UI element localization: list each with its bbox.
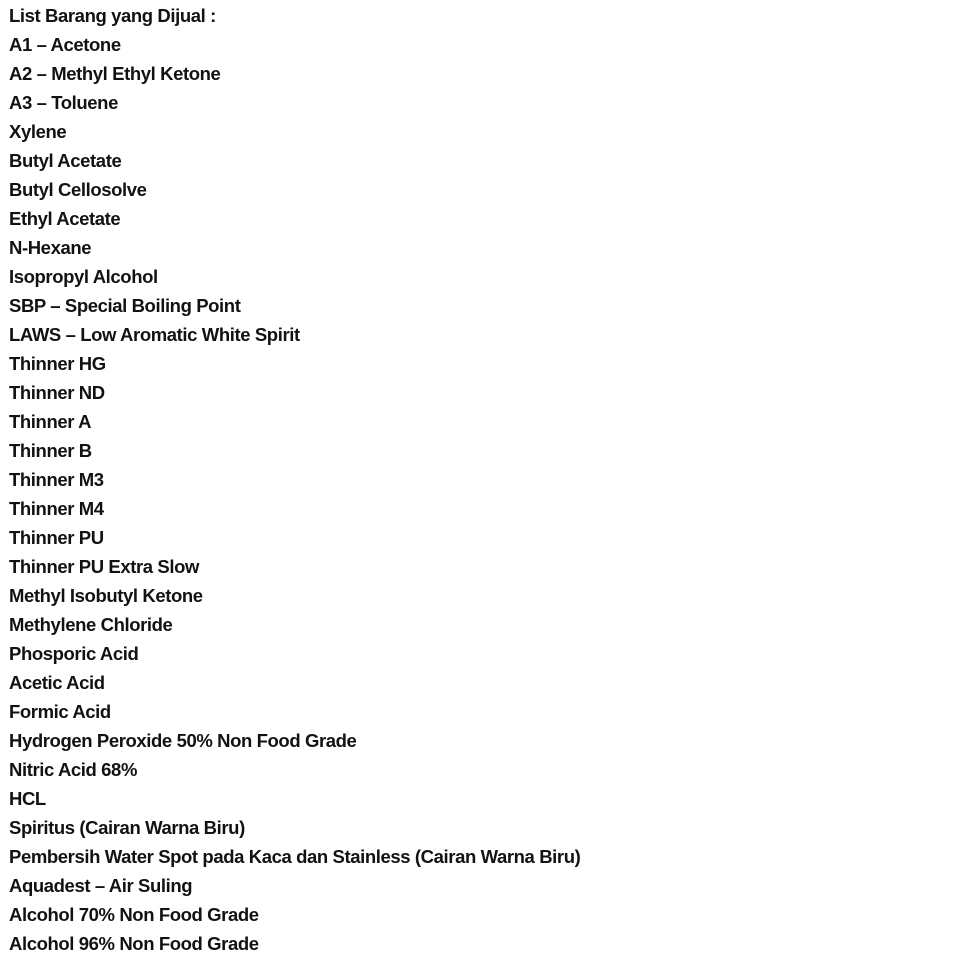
list-item: Hydrogen Peroxide 50% Non Food Grade	[9, 730, 357, 751]
list-item: A1 – Acetone	[9, 34, 121, 55]
list-item: LAWS – Low Aromatic White Spirit	[9, 324, 300, 345]
list-item: Thinner A	[9, 411, 92, 432]
list-item: Thinner M3	[9, 469, 104, 490]
list-item: Pembersih Water Spot pada Kaca dan Stainless (Cairan Warna Biru)	[9, 846, 581, 867]
list-item: Thinner HG	[9, 353, 106, 374]
list-item: Methylene Chloride	[9, 614, 173, 635]
list-item: Butyl Cellosolve	[9, 179, 147, 200]
list-item: Phosporic Acid	[9, 643, 139, 664]
list-item: Thinner PU	[9, 527, 104, 548]
list-item: A3 – Toluene	[9, 92, 118, 113]
list-item: Isopropyl Alcohol	[9, 266, 158, 287]
list-item: Formic Acid	[9, 701, 111, 722]
list-item: Thinner M4	[9, 498, 104, 519]
list-item: Spiritus (Cairan Warna Biru)	[9, 817, 245, 838]
list-item: A2 – Methyl Ethyl Ketone	[9, 63, 221, 84]
list-item: Butyl Acetate	[9, 150, 122, 171]
page-title: List Barang yang Dijual :	[9, 5, 216, 26]
list-item: Ethyl Acetate	[9, 208, 121, 229]
product-list	[9, 30, 958, 958]
list-item: Thinner ND	[9, 382, 105, 403]
list-item: HCL	[9, 788, 46, 809]
list-item: Nitric Acid 68%	[9, 759, 137, 780]
list-item: Aquadest – Air Suling	[9, 875, 193, 896]
list-item: Thinner B	[9, 440, 92, 461]
list-item: N-Hexane	[9, 237, 92, 258]
list-item: Acetic Acid	[9, 672, 105, 693]
list-item: Methyl Isobutyl Ketone	[9, 585, 203, 606]
list-item: Xylene	[9, 121, 67, 142]
list-item: Alcohol 70% Non Food Grade	[9, 904, 259, 925]
list-item: SBP – Special Boiling Point	[9, 295, 241, 316]
list-item: Thinner PU Extra Slow	[9, 556, 199, 577]
list-item: Alcohol 96% Non Food Grade	[9, 933, 259, 954]
